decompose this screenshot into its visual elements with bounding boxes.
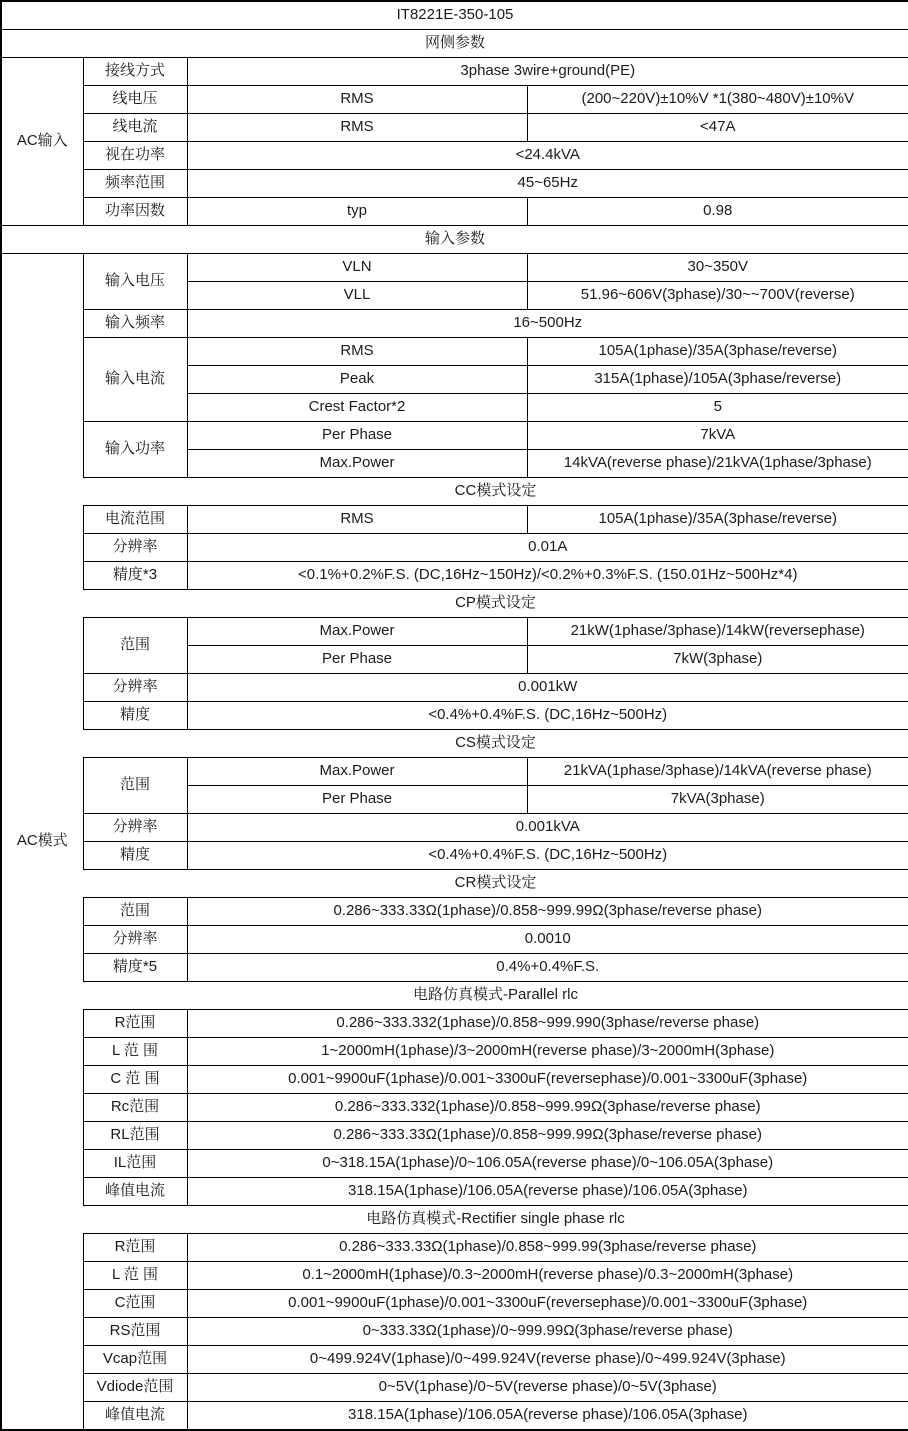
row-value: 0.286~333.33Ω(1phase)/0.858~999.99Ω(3phase/reverse phase) [187, 898, 908, 926]
row-value: 0.0010 [187, 926, 908, 954]
row-value: 45~65Hz [187, 170, 908, 198]
row-value: 0.286~333.33Ω(1phase)/0.858~999.99(3phase/reverse phase) [187, 1234, 908, 1262]
row-label: 分辨率 [83, 926, 187, 954]
row-label: 分辨率 [83, 674, 187, 702]
row-value: 0~318.15A(1phase)/0~106.05A(reverse phase)/0~106.05A(3phase) [187, 1150, 908, 1178]
row-label: RS范围 [83, 1318, 187, 1346]
model-number: IT8221E-350-105 [1, 1, 908, 30]
row-subcategory: Max.Power [187, 450, 527, 478]
row-value: 7kVA [527, 422, 908, 450]
group-ac-mode: AC模式 [1, 254, 83, 1431]
row-value: 51.96~606V(3phase)/30~~700V(reverse) [527, 282, 908, 310]
row-value: 16~500Hz [187, 310, 908, 338]
row-value: 0.286~333.332(1phase)/0.858~999.990(3phase/reverse phase) [187, 1010, 908, 1038]
row-label: 输入电流 [83, 338, 187, 422]
row-label: 频率范围 [83, 170, 187, 198]
row-value: 0.1~2000mH(1phase)/0.3~2000mH(reverse phase)/0.3~2000mH(3phase) [187, 1262, 908, 1290]
row-label: 分辨率 [83, 814, 187, 842]
row-label: 精度 [83, 842, 187, 870]
row-value: 21kVA(1phase/3phase)/14kVA(reverse phase) [527, 758, 908, 786]
row-value: 318.15A(1phase)/106.05A(reverse phase)/106.05A(3phase) [187, 1178, 908, 1206]
row-value: 0.4%+0.4%F.S. [187, 954, 908, 982]
row-value: 0~333.33Ω(1phase)/0~999.99Ω(3phase/reverse phase) [187, 1318, 908, 1346]
section-rectifier-rlc: 电路仿真模式-Rectifier single phase rlc [83, 1206, 908, 1234]
row-subcategory: VLL [187, 282, 527, 310]
row-subcategory: RMS [187, 506, 527, 534]
row-value: 0.01A [187, 534, 908, 562]
row-label: R范围 [83, 1234, 187, 1262]
row-value: 315A(1phase)/105A(3phase/reverse) [527, 366, 908, 394]
row-value: 7kVA(3phase) [527, 786, 908, 814]
row-subcategory: Per Phase [187, 646, 527, 674]
row-subcategory: Crest Factor*2 [187, 394, 527, 422]
row-label: 精度*5 [83, 954, 187, 982]
row-value: 0~5V(1phase)/0~5V(reverse phase)/0~5V(3phase) [187, 1374, 908, 1402]
row-subcategory: typ [187, 198, 527, 226]
section-cs-mode: CS模式设定 [83, 730, 908, 758]
row-value: 21kW(1phase/3phase)/14kW(reversephase) [527, 618, 908, 646]
row-value: 1~2000mH(1phase)/3~2000mH(reverse phase)/3~2000mH(3phase) [187, 1038, 908, 1066]
row-value: 14kVA(reverse phase)/21kVA(1phase/3phase) [527, 450, 908, 478]
row-value: <47A [527, 114, 908, 142]
row-label: 精度 [83, 702, 187, 730]
row-label: 输入频率 [83, 310, 187, 338]
row-label: 电流范围 [83, 506, 187, 534]
row-label: C 范 围 [83, 1066, 187, 1094]
row-value: 0.286~333.332(1phase)/0.858~999.99Ω(3phase/reverse phase) [187, 1094, 908, 1122]
row-label: 范围 [83, 758, 187, 814]
row-label: C范围 [83, 1290, 187, 1318]
row-subcategory: Per Phase [187, 422, 527, 450]
row-value: <0.1%+0.2%F.S. (DC,16Hz~150Hz)/<0.2%+0.3%F.S. (150.01Hz~500Hz*4) [187, 562, 908, 590]
row-subcategory: RMS [187, 338, 527, 366]
row-label: L 范 围 [83, 1262, 187, 1290]
row-subcategory: Max.Power [187, 758, 527, 786]
row-value: 105A(1phase)/35A(3phase/reverse) [527, 338, 908, 366]
row-value: 318.15A(1phase)/106.05A(reverse phase)/106.05A(3phase) [187, 1402, 908, 1431]
section-cr-mode: CR模式设定 [83, 870, 908, 898]
section-cp-mode: CP模式设定 [83, 590, 908, 618]
row-value: 7kW(3phase) [527, 646, 908, 674]
row-subcategory: Peak [187, 366, 527, 394]
row-value: 0~499.924V(1phase)/0~499.924V(reverse phase)/0~499.924V(3phase) [187, 1346, 908, 1374]
row-label: 线电压 [83, 86, 187, 114]
row-label: Vdiode范围 [83, 1374, 187, 1402]
row-label: IL范围 [83, 1150, 187, 1178]
section-parallel-rlc: 电路仿真模式-Parallel rlc [83, 982, 908, 1010]
row-label: 功率因数 [83, 198, 187, 226]
row-subcategory: RMS [187, 86, 527, 114]
row-value: 0.286~333.33Ω(1phase)/0.858~999.99Ω(3phase/reverse phase) [187, 1122, 908, 1150]
section-cc-mode: CC模式设定 [83, 478, 908, 506]
row-value: <0.4%+0.4%F.S. (DC,16Hz~500Hz) [187, 702, 908, 730]
row-label: Vcap范围 [83, 1346, 187, 1374]
row-label: Rc范围 [83, 1094, 187, 1122]
row-label: 范围 [83, 898, 187, 926]
row-label: RL范围 [83, 1122, 187, 1150]
row-label: 峰值电流 [83, 1402, 187, 1431]
row-subcategory: VLN [187, 254, 527, 282]
row-subcategory: Max.Power [187, 618, 527, 646]
row-value: 5 [527, 394, 908, 422]
row-label: R范围 [83, 1010, 187, 1038]
row-label: 分辨率 [83, 534, 187, 562]
row-value: 30~350V [527, 254, 908, 282]
row-subcategory: RMS [187, 114, 527, 142]
row-label: L 范 围 [83, 1038, 187, 1066]
row-label: 输入电压 [83, 254, 187, 310]
row-value: 0.001kW [187, 674, 908, 702]
row-label: 视在功率 [83, 142, 187, 170]
row-label: 范围 [83, 618, 187, 674]
section-input-params: 输入参数 [1, 226, 908, 254]
row-value: 0.001kVA [187, 814, 908, 842]
row-subcategory: Per Phase [187, 786, 527, 814]
row-value: <24.4kVA [187, 142, 908, 170]
group-ac-input: AC输入 [1, 58, 83, 226]
row-label: 接线方式 [83, 58, 187, 86]
row-value: 0.98 [527, 198, 908, 226]
section-grid-params: 网侧参数 [1, 30, 908, 58]
row-value: 0.001~9900uF(1phase)/0.001~3300uF(reversephase)/0.001~3300uF(3phase) [187, 1290, 908, 1318]
row-label: 线电流 [83, 114, 187, 142]
row-value: <0.4%+0.4%F.S. (DC,16Hz~500Hz) [187, 842, 908, 870]
row-value: 0.001~9900uF(1phase)/0.001~3300uF(reversephase)/0.001~3300uF(3phase) [187, 1066, 908, 1094]
row-label: 输入功率 [83, 422, 187, 478]
row-value: 105A(1phase)/35A(3phase/reverse) [527, 506, 908, 534]
row-label: 峰值电流 [83, 1178, 187, 1206]
row-value: (200~220V)±10%V *1(380~480V)±10%V [527, 86, 908, 114]
row-value: 3phase 3wire+ground(PE) [187, 58, 908, 86]
row-label: 精度*3 [83, 562, 187, 590]
